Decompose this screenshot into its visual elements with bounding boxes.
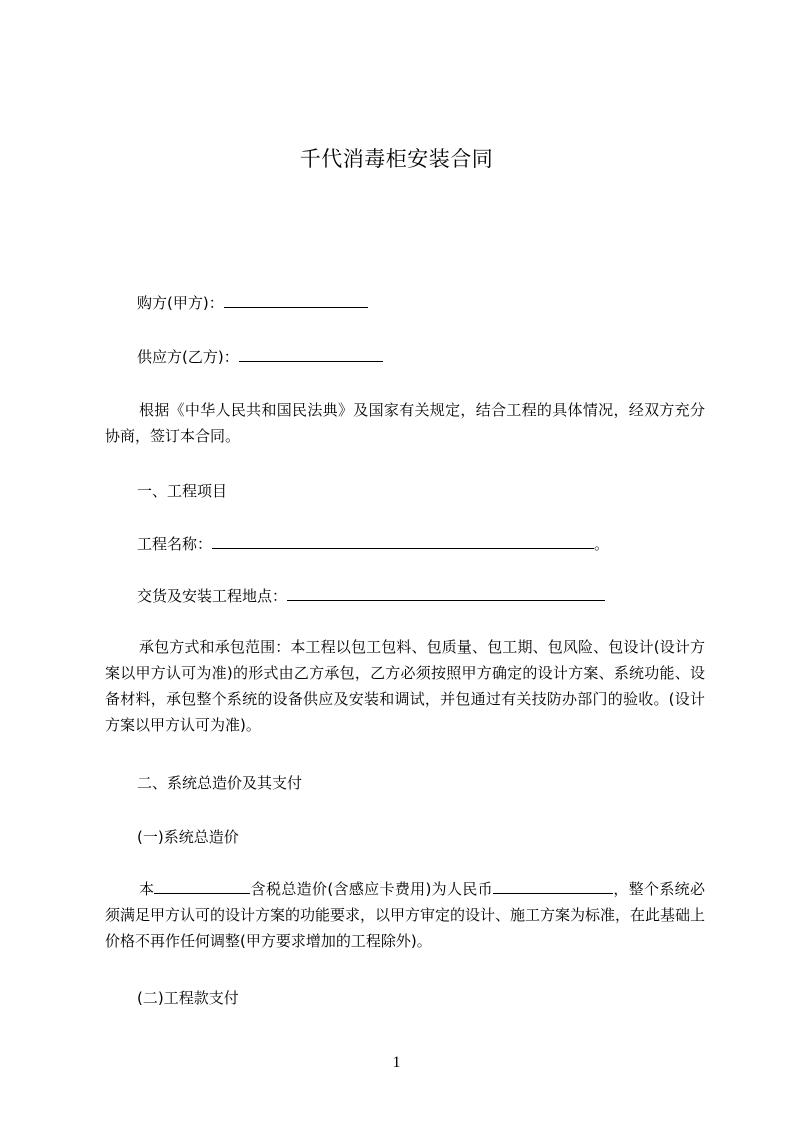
subsection-payment: (二)工程款支付	[137, 989, 239, 1007]
buyer-label: 购方(甲方)：	[137, 294, 224, 312]
price-text-1: 本	[139, 880, 155, 898]
subsection-total-price: (一)系统总造价	[137, 828, 239, 846]
buyer-line	[137, 292, 368, 313]
contract-title: 千代消毒柜安装合同	[299, 147, 494, 171]
project-name-label: 工程名称：	[137, 535, 213, 553]
site-label: 交货及安装工程地点：	[137, 587, 288, 605]
section2-heading: 二、系统总造价及其支付	[137, 774, 303, 792]
supplier-blank	[239, 347, 383, 362]
price-text-2: 含税总造价(含感应卡费用)为人民币	[250, 880, 493, 898]
buyer-blank	[224, 293, 368, 308]
price-paragraph	[105, 876, 705, 954]
page-number: 1	[392, 1054, 401, 1071]
amount-blank	[493, 879, 613, 894]
scope-paragraph: 承包方式和承包范围：本工程以包工包料、包质量、包工期、包风险、包设计(设计方案以甲方认可为准)的形式由乙方承包，乙方必须按照甲方确定的设计方案、系统功能、设备材料，承包整个系统的设备供应及安装和调试，并包通过有关技防办部门的验收。(设计方案以甲方认可为准)。	[105, 638, 705, 734]
section1-heading: 一、工程项目	[137, 482, 228, 500]
project-name-line	[137, 533, 609, 554]
site-blank	[287, 586, 605, 601]
price-text-3: ，整个系统必须满足甲方认可的设计方案的功能要求，以甲方审定的设计、施工方案为标准，在此基础上价格不再作任何调整(甲方要求增加的工程除外)。	[105, 880, 706, 950]
site-line	[137, 585, 605, 606]
project-name-blank	[212, 534, 594, 549]
supplier-line	[137, 346, 383, 367]
supplier-label: 供应方(乙方)：	[137, 348, 239, 366]
project-blank	[154, 879, 250, 894]
preamble-paragraph: 根据《中华人民共和国民法典》及国家有关规定，结合工程的具体情况，经双方充分协商，签订本合同。	[105, 401, 705, 445]
project-name-suffix: 。	[594, 535, 610, 553]
